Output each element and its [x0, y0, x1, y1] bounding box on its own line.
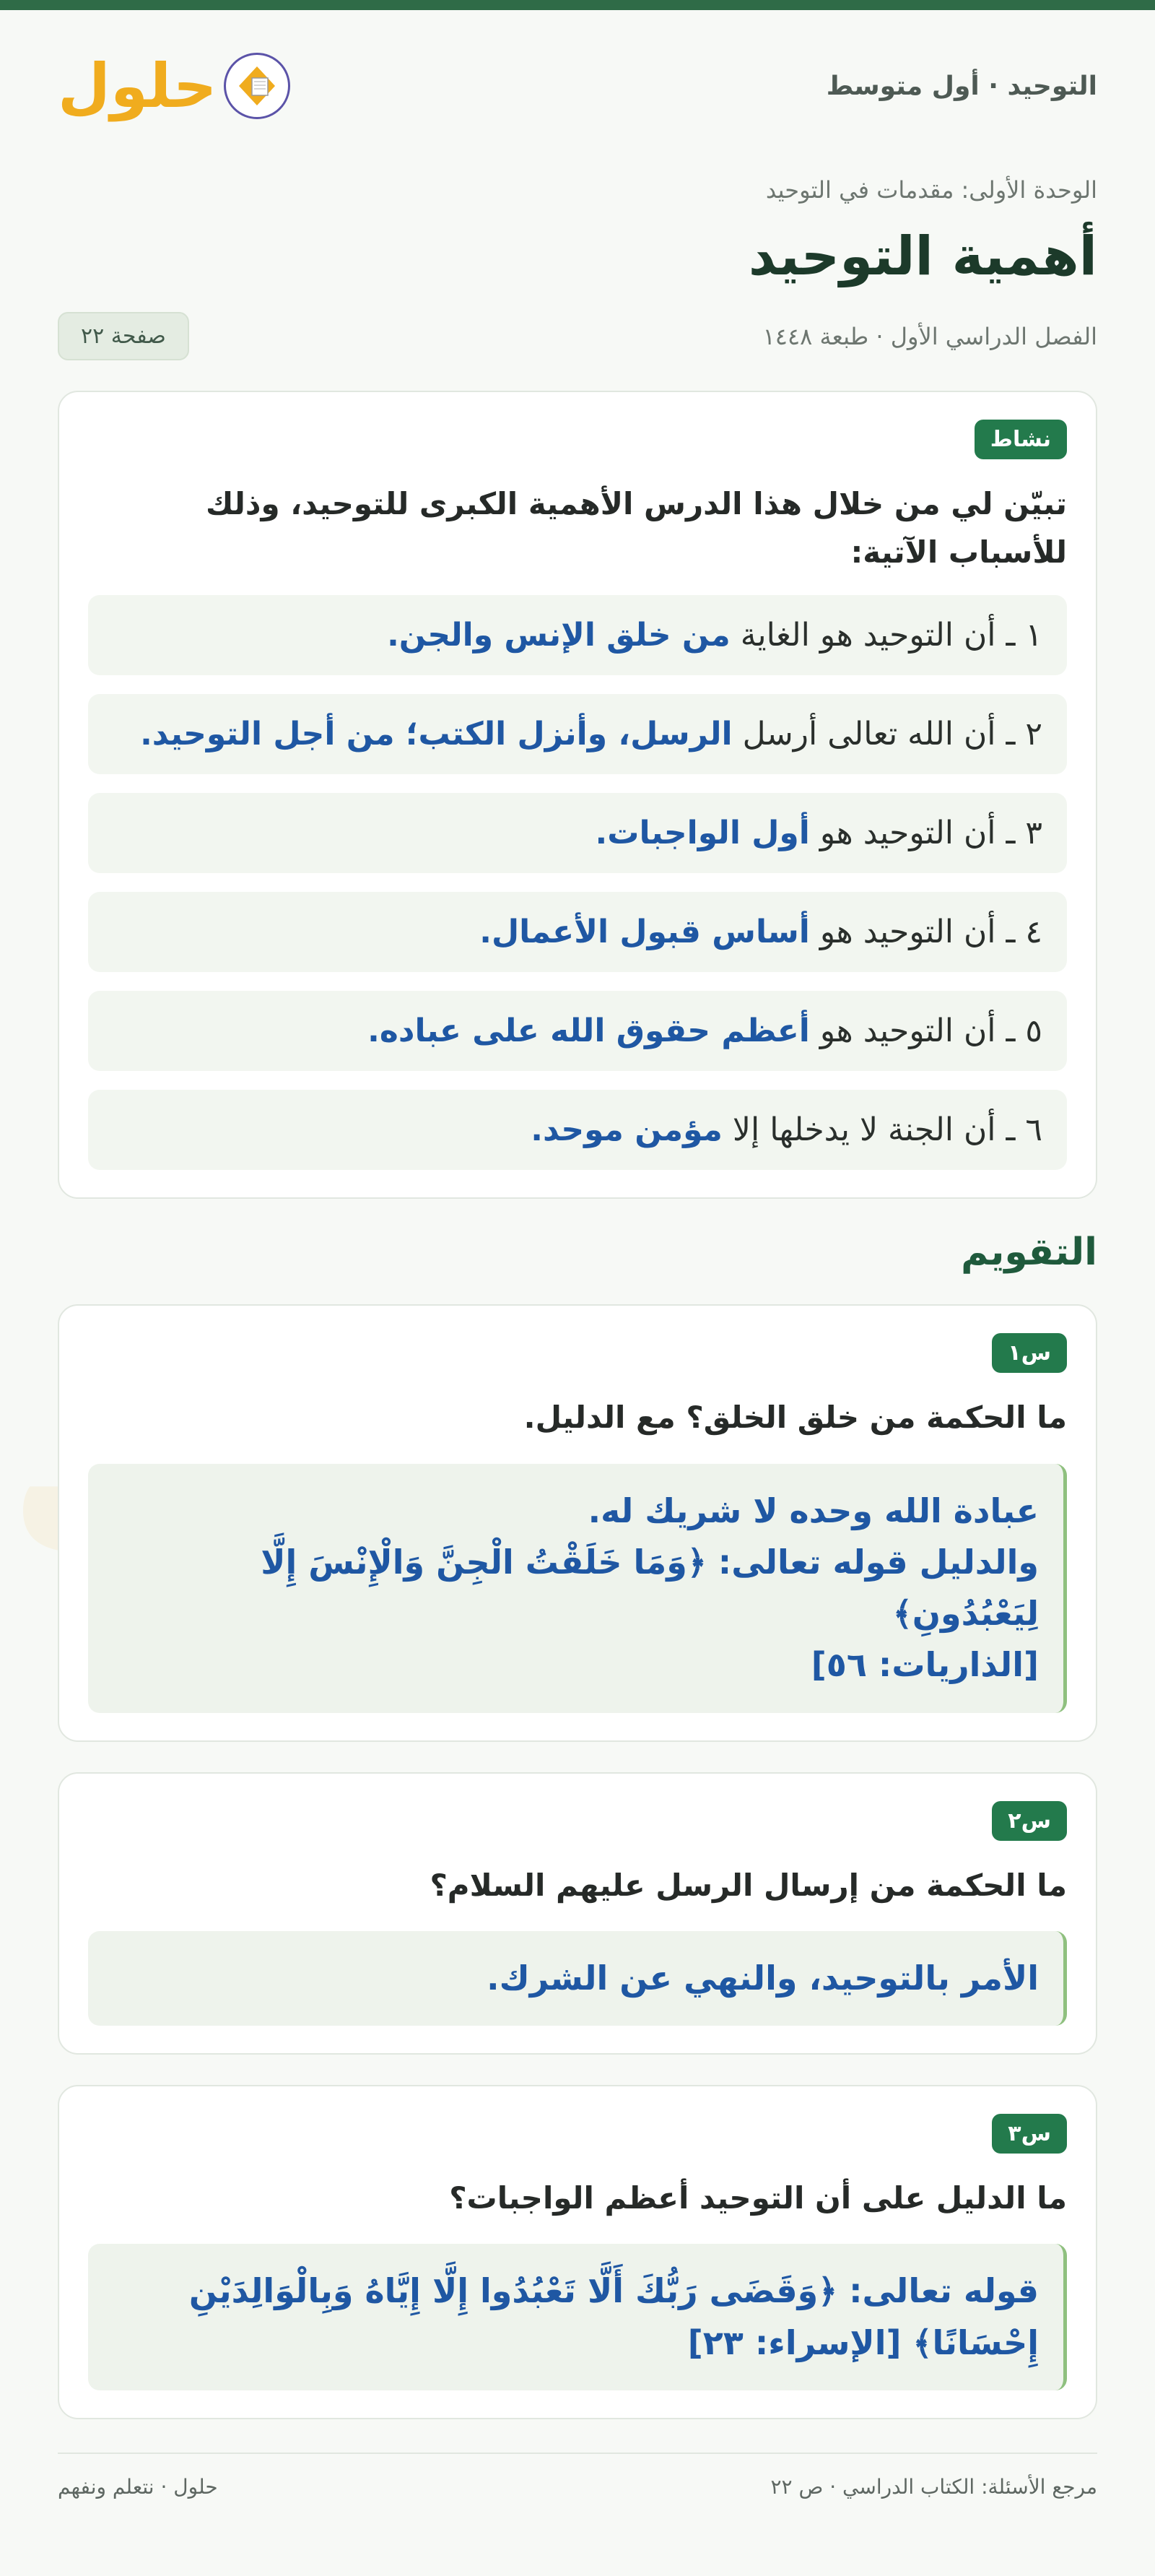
list-item	[88, 595, 1067, 675]
question-card-2	[58, 1772, 1097, 2055]
item-highlight: مؤمن موحد.	[531, 1111, 723, 1149]
list-item	[88, 892, 1067, 972]
edition-meta: الفصل الدراسي الأول · طبعة ١٤٤٨	[762, 322, 1097, 350]
course-title: التوحيد · أول متوسط	[826, 71, 1097, 101]
answer-line: الأمر بالتوحيد، والنهي عن الشرك.	[487, 1958, 1039, 1998]
question-card-3	[58, 2085, 1097, 2419]
question-badge: س٢	[992, 1801, 1067, 1841]
question-badge: س١	[992, 1333, 1067, 1373]
answer-line: عبادة الله وحده لا شريك له.	[588, 1491, 1039, 1530]
question-card-1	[58, 1304, 1097, 1741]
evaluation-heading: التقويم	[961, 1231, 1097, 1275]
item-highlight: الرسل، وأنزل الكتب؛ من أجل التوحيد.	[140, 716, 733, 753]
question-text: ما الحكمة من إرسال الرسل عليهم السلام؟	[430, 1867, 1067, 1903]
answer-line: [الذاريات: ٥٦]	[811, 1645, 1039, 1685]
site-logo[interactable]	[58, 53, 290, 119]
activity-question: تبيّن لي من خلال هذا الدرس الأهمية الكبرى للتوحيد، وذلك للأسباب الآتية:	[206, 486, 1067, 571]
page-header	[58, 10, 1097, 162]
list-item	[88, 1090, 1067, 1170]
item-text: ٣ ـ أن التوحيد هو	[809, 815, 1042, 852]
question-text: ما الحكمة من خلق الخلق؟ مع الدليل.	[523, 1400, 1067, 1436]
item-text: ٤ ـ أن التوحيد هو	[809, 914, 1042, 951]
answer-line: قوله تعالى: ﴿وَقَضَى رَبُّكَ أَلَّا تَعْبُدُوا إِلَّا إِيَّاهُ وَبِالْوَالِدَيْنِ	[188, 2271, 1039, 2311]
top-accent-bar	[0, 0, 1155, 10]
activity-badge: نشاط	[975, 420, 1067, 459]
answer-box	[88, 1464, 1067, 1713]
item-text: ٢ ـ أن الله تعالى أرسل	[732, 716, 1042, 753]
answer-line: والدليل قوله تعالى: ﴿وَمَا خَلَقْتُ الْجِنَّ وَالْإِنْسَ إِلَّا لِيَعْبُدُونِ﴾	[261, 1542, 1039, 1634]
list-item	[88, 991, 1067, 1071]
activity-card	[58, 391, 1097, 1199]
question-badge: س٣	[992, 2114, 1067, 2154]
meta-row	[58, 312, 1097, 360]
item-highlight: من خلق الإنس والجن.	[387, 617, 731, 654]
item-highlight: أول الواجبات.	[595, 815, 810, 852]
page-content	[0, 10, 1155, 2519]
item-text: ١ ـ أن التوحيد هو الغاية	[730, 617, 1042, 654]
logo-text: حلول	[58, 51, 217, 121]
answer-box	[88, 2244, 1067, 2390]
item-highlight: أساس قبول الأعمال.	[479, 914, 810, 951]
item-highlight: أعظم حقوق الله على عباده.	[367, 1012, 810, 1050]
list-item	[88, 793, 1067, 873]
page-number-badge: صفحة ٢٢	[58, 312, 189, 360]
answer-box	[88, 1931, 1067, 2026]
question-text: ما الدليل على أن التوحيد أعظم الواجبات؟	[449, 2180, 1067, 2216]
answer-line: إِحْسَانًا﴾ [الإسراء: ٢٣]	[687, 2323, 1039, 2362]
unit-label: الوحدة الأولى: مقدمات في التوحيد	[765, 176, 1097, 204]
footer-reference: مرجع الأسئلة: الكتاب الدراسي · ص ٢٢	[770, 2474, 1097, 2499]
lesson-title: أهمية التوحيد	[748, 225, 1097, 287]
book-icon	[224, 53, 290, 119]
item-text: ٥ ـ أن التوحيد هو	[809, 1012, 1042, 1050]
page-footer	[58, 2453, 1097, 2519]
footer-brand[interactable]: حلول · نتعلم ونفهم	[58, 2474, 218, 2499]
item-text: ٦ ـ أن الجنة لا يدخلها إلا	[722, 1111, 1042, 1149]
list-item	[88, 694, 1067, 774]
